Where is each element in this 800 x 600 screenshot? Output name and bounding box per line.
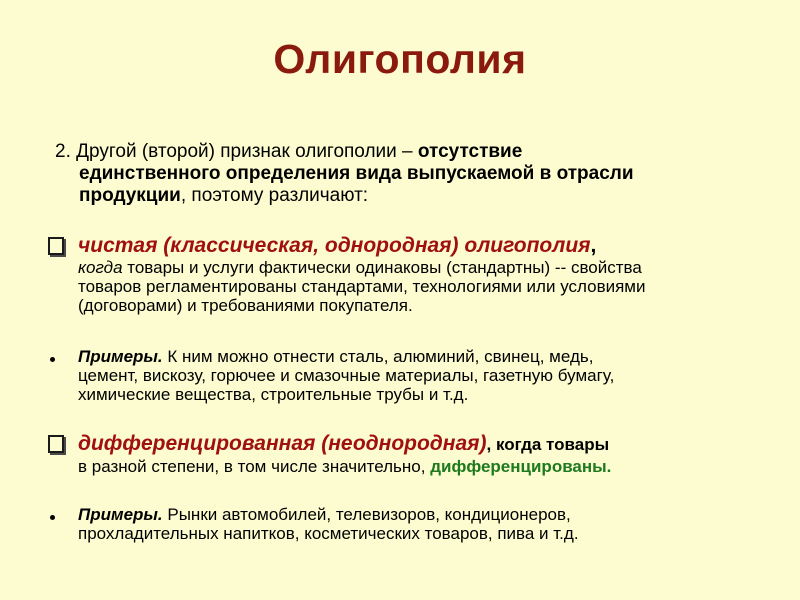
- square-bullet-icon: [48, 237, 64, 255]
- pure-oligopoly-item: [48, 234, 768, 315]
- slide-title: Олигополия: [273, 36, 527, 82]
- pure-line-2: товаров регламентированы стандартами, технологиями или условиями: [78, 277, 646, 296]
- diff-line-2-pre: в разной степени, в том числе значительно,: [78, 457, 431, 476]
- pure-line-3: (договорами) и требованиями покупателя.: [78, 296, 413, 315]
- pure-oligopoly-text: [48, 234, 768, 315]
- pure-examples-line-1: [78, 347, 768, 366]
- diff-green-word: дифференцированы.: [430, 457, 612, 476]
- intro-paragraph: [55, 141, 775, 207]
- dot-bullet-icon: [50, 515, 55, 520]
- pure-kogda: когда: [78, 258, 123, 277]
- pure-examples-line-2: цемент, вискозу, горючее и смазочные материалы, газетную бумагу,: [78, 366, 615, 385]
- pure-oligopoly-heading: чистая (классическая, однородная) олигополия: [78, 234, 591, 257]
- pure-examples-line-3: химические вещества, строительные трубы и т.д.: [78, 385, 469, 404]
- dot-bullet-icon: [50, 357, 55, 362]
- pure-line-1: [78, 258, 768, 277]
- pure-examples-text: [48, 347, 768, 404]
- diff-examples-line-2: прохладительных напитков, косметических товаров, пива и т.д.: [78, 524, 579, 543]
- pure-examples-line-1-rest: К ним можно отнести сталь, алюминий, свинец, медь,: [162, 347, 594, 366]
- diff-heading-line: [78, 432, 768, 457]
- differentiated-heading: дифференцированная (неоднородная): [78, 432, 487, 455]
- diff-line-2: [78, 457, 768, 476]
- differentiated-oligopoly-item: [48, 432, 768, 476]
- pure-heading-line: [78, 234, 768, 258]
- intro-bold-word: продукции: [79, 185, 181, 206]
- intro-bold-text: отсутствие: [417, 141, 523, 162]
- diff-heading-rest: , когда товары: [486, 435, 610, 454]
- diff-examples-text: [48, 505, 768, 543]
- differentiated-text: [48, 432, 768, 476]
- pure-line-1-rest: товары и услуги фактически одинаковы (стандартны) -- свойства: [122, 258, 642, 277]
- intro-line-2: единственного определения вида выпускаемой в отрасли: [79, 163, 634, 184]
- square-bullet-icon: [48, 435, 64, 453]
- intro-line-3-rest: , поэтому различают:: [180, 185, 369, 206]
- pure-examples-item: [48, 347, 768, 404]
- diff-examples-item: [48, 505, 768, 543]
- diff-examples-label: Примеры.: [78, 505, 163, 524]
- intro-text: Другой (второй) признак олигополии –: [76, 141, 418, 162]
- intro-line-3: [55, 185, 775, 207]
- intro-line-1: [55, 141, 775, 163]
- pure-heading-comma: ,: [590, 234, 597, 257]
- pure-examples-label: Примеры.: [78, 347, 163, 366]
- diff-examples-line-1-rest: Рынки автомобилей, телевизоров, кондиционеров,: [162, 505, 571, 524]
- diff-examples-line-1: [78, 505, 768, 524]
- intro-number: 2.: [55, 141, 71, 162]
